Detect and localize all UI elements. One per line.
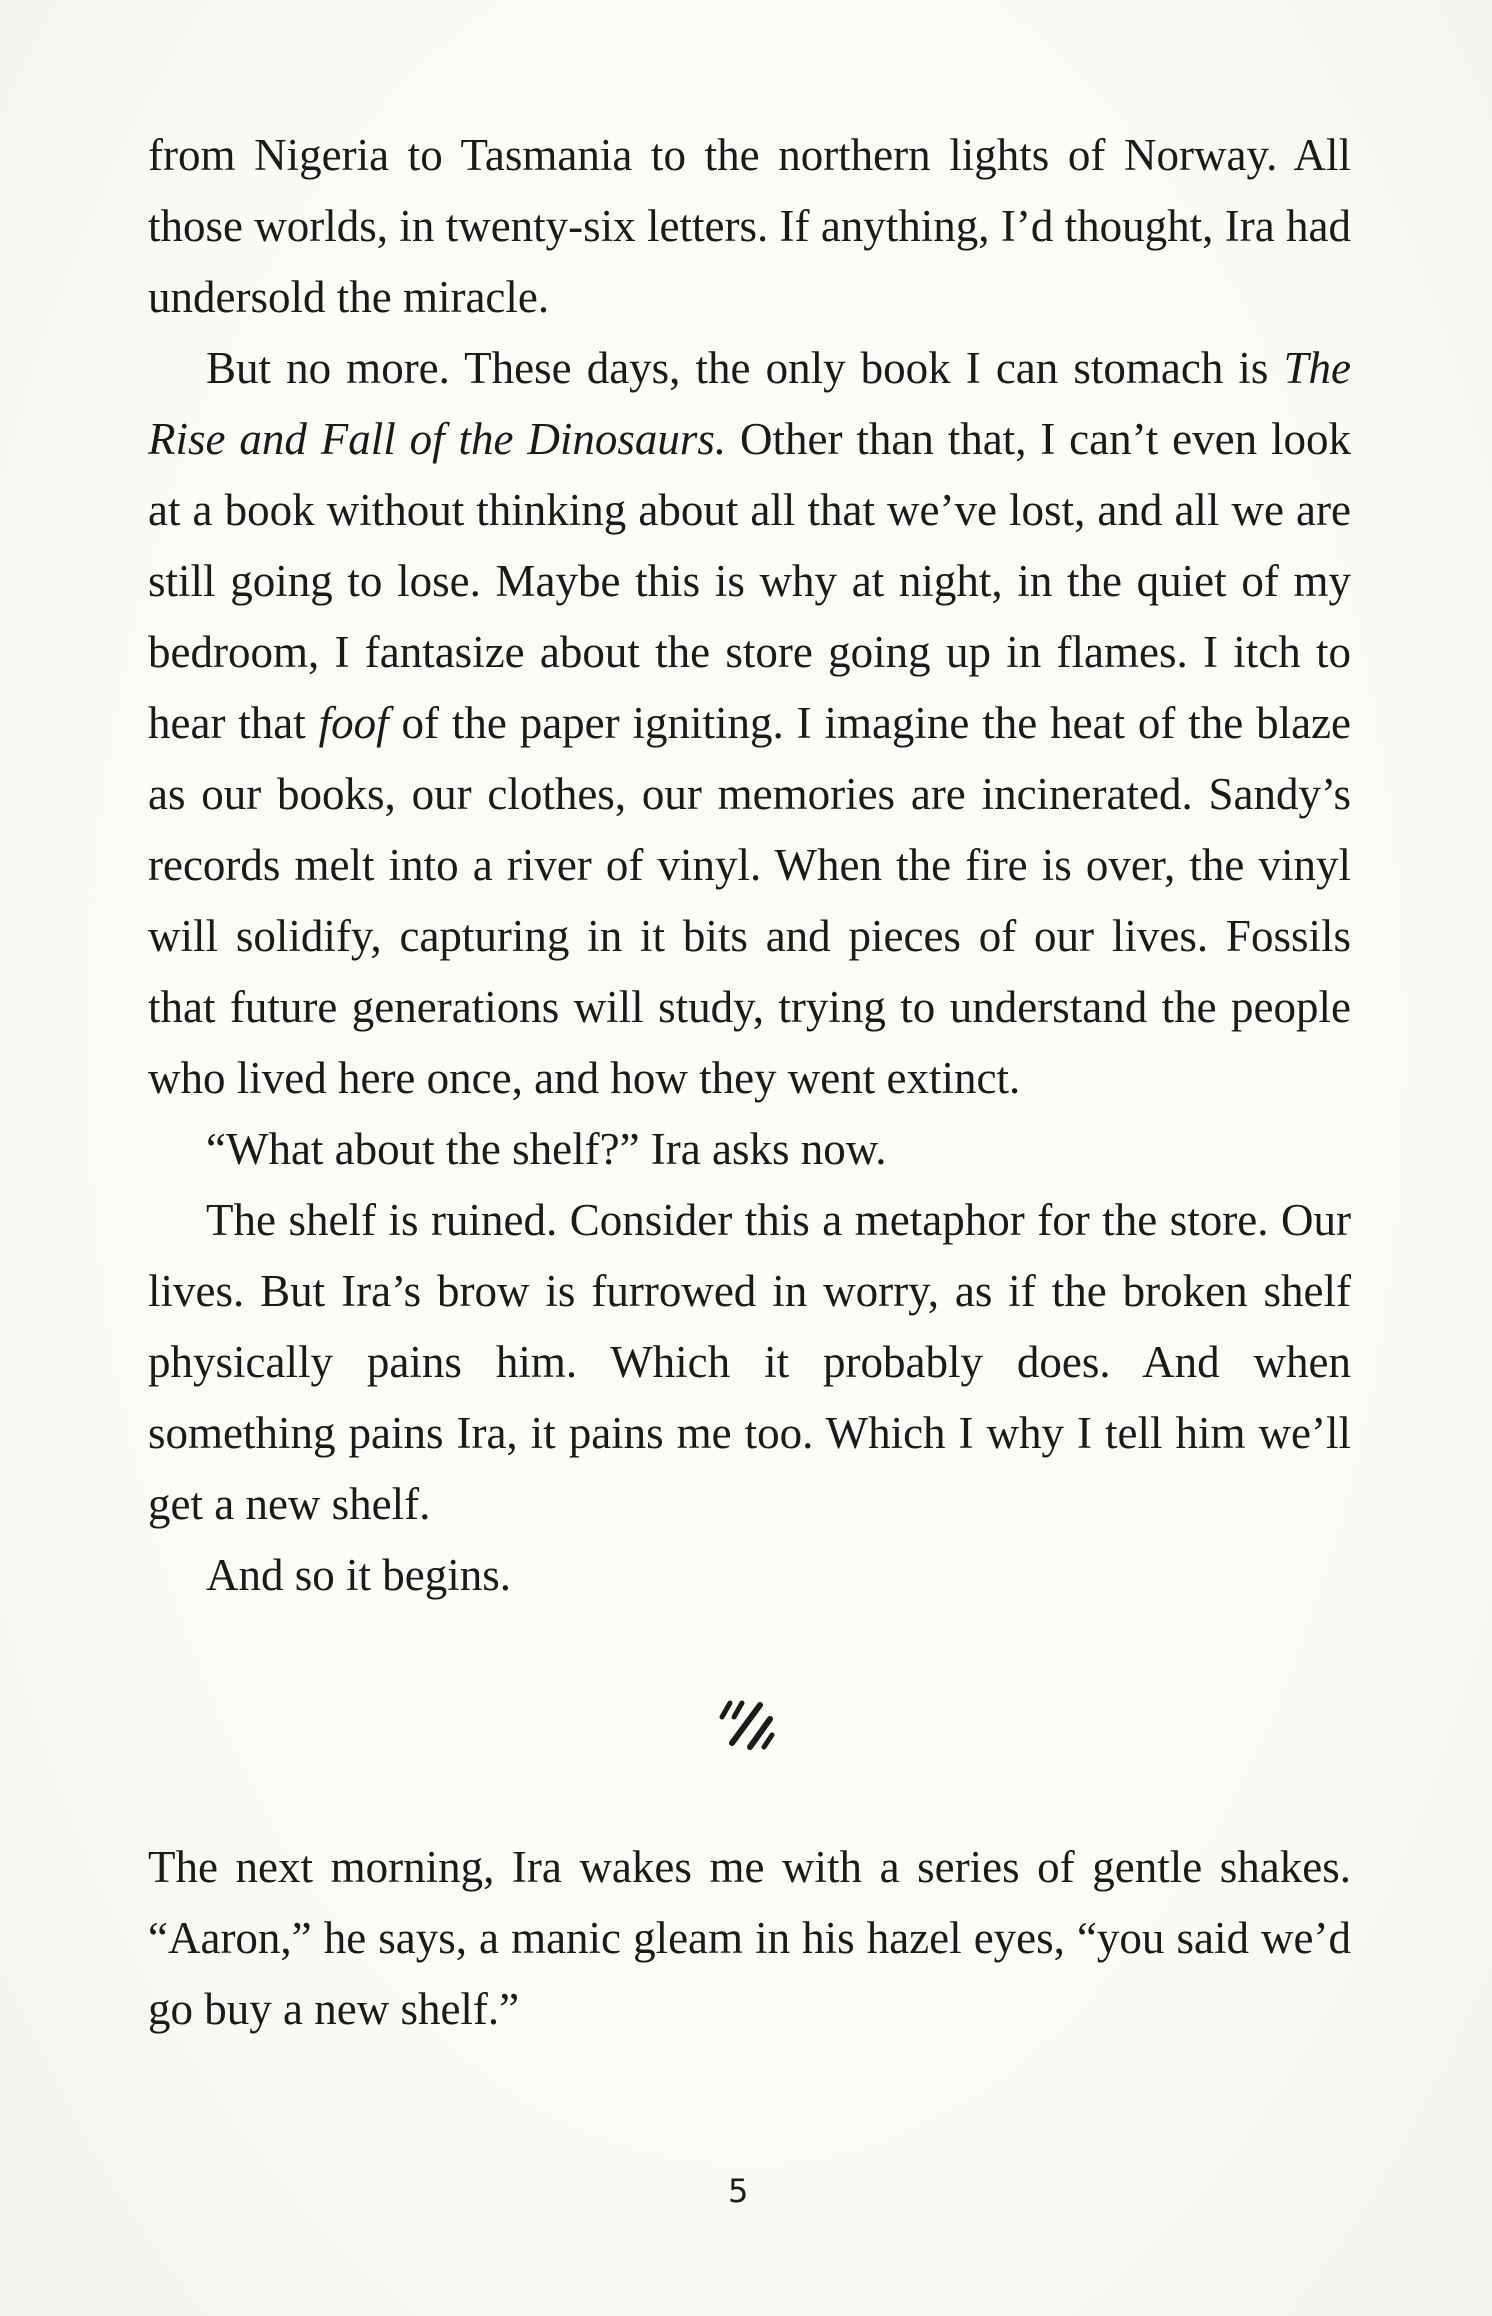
paragraph — [148, 1832, 1351, 2045]
paragraph-text: The shelf is ruined. Consider this a metaphor for the store. Our lives. But Ira’s brow is furrowed in worry, as if the broken shelf physically pains him. Which it probably does. And when something pains Ira, it pains me too. Which I why I tell him we’ll get a new shelf. — [148, 1195, 1351, 1529]
paragraph — [148, 333, 1351, 1114]
after-break-text-block — [148, 1832, 1351, 2045]
main-text-block — [148, 120, 1351, 1611]
paragraph-text: from Nigeria to Tasmania to the northern lights of Norway. All those worlds, in twenty-six letters. If anything, I’d thought, Ira had undersold the miracle. — [148, 130, 1351, 322]
paragraph — [148, 120, 1351, 333]
paragraph-text: The next morning, Ira wakes me with a series of gentle shakes. “Aaron,” he says, a manic gleam in his hazel eyes, “you said we’d go buy a new shelf.” — [148, 1842, 1351, 2034]
paragraph — [148, 1540, 1351, 1611]
paragraph — [148, 1185, 1351, 1540]
paragraph-text: Other than that, I can’t even look at a book without thinking about all that we’ve lost, and all we are still going to lose. Maybe this is why at night, in the quiet of my bedroom, I fantasize about the store going up in flames. I itch to hear that — [148, 414, 1352, 748]
page-number: 5 — [728, 2172, 749, 2210]
italic-text: foof — [318, 698, 389, 748]
paragraph — [148, 1114, 1351, 1185]
paragraph-text: “What about the shelf?” Ira asks now. — [206, 1124, 887, 1174]
paragraph-text: But no more. These days, the only book I can stomach is — [206, 343, 1284, 393]
paragraph-text: And so it begins. — [206, 1550, 512, 1600]
paragraph-text: of the paper igniting. I imagine the heat of the blaze as our books, our clothes, our memories are incinerated. Sandy’s records melt into a river of vinyl. When the fire is over, the vinyl will solidify, capturing in it bits and pieces of our lives. Fossils that future generations will study, trying to understand the people who lived here once, and how they went extinct. — [148, 698, 1351, 1103]
hash-slash-ornament-icon — [716, 1695, 776, 1755]
italic-text: The Rise and Fall of the Dinosaurs. — [148, 343, 1351, 464]
